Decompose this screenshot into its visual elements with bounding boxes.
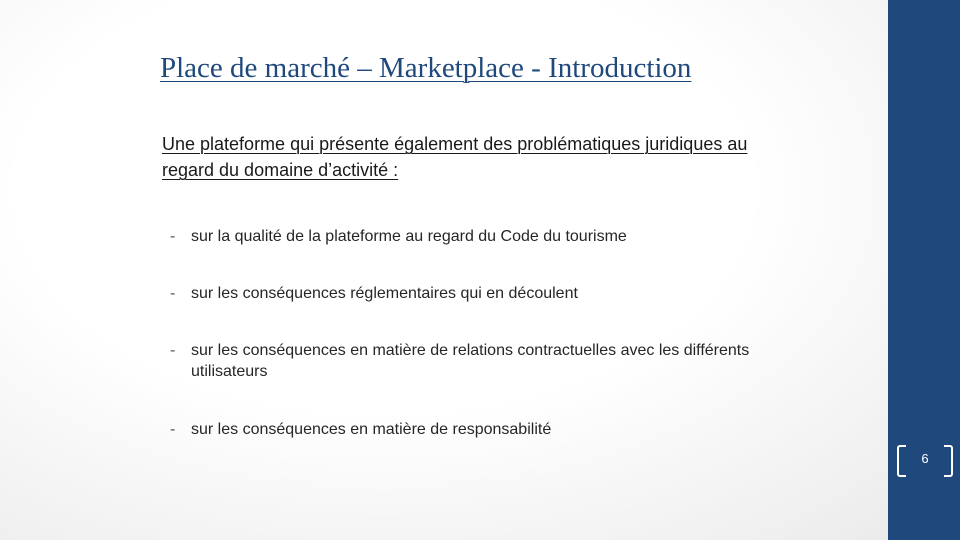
bullet-marker: - — [170, 228, 176, 245]
bullet-marker: - — [170, 421, 176, 438]
right-bracket-icon — [944, 445, 953, 477]
bullet-item — [170, 226, 790, 247]
slide-title: Place de marché – Marketplace - Introduction — [160, 52, 692, 84]
page-number: 6 — [921, 451, 929, 466]
intro-text: Une plateforme qui présente également des problématiques juridiques au regard du domaine d’activité : — [162, 134, 748, 180]
bullet-text: sur les conséquences réglementaires qui en découlent — [191, 285, 578, 302]
bullet-text: sur les conséquences en matière de relations contractuelles avec les différents utilisateurs — [191, 342, 750, 380]
bullet-item — [170, 283, 790, 304]
page-number-frame — [897, 445, 953, 475]
bullet-list — [170, 226, 790, 440]
bullet-text: sur les conséquences en matière de responsabilité — [191, 421, 552, 438]
bullet-item — [170, 340, 790, 382]
bullet-marker: - — [170, 342, 176, 359]
bullet-marker: - — [170, 285, 176, 302]
bullet-item — [170, 419, 790, 440]
bullet-text: sur la qualité de la plateforme au regard du Code du tourisme — [191, 228, 627, 245]
